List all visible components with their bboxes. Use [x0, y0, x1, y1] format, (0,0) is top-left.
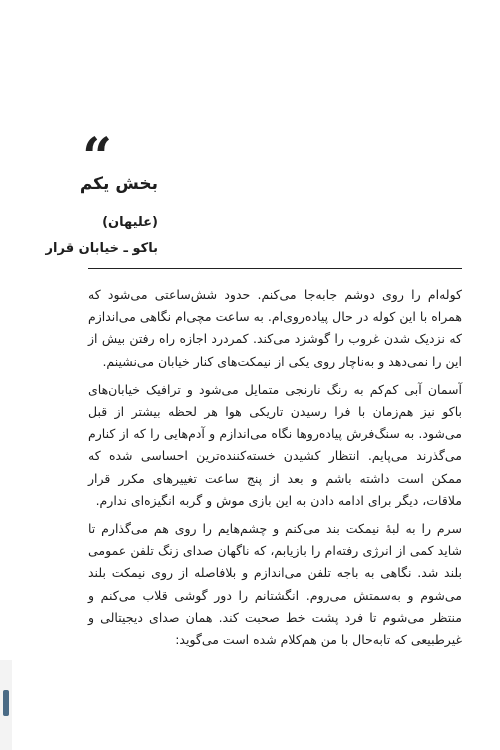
horizontal-rule — [88, 268, 462, 269]
location-label: باکو ـ خیابان قرار — [45, 241, 158, 256]
narrator-label: (علیهان) — [102, 215, 158, 230]
edge-logo-mark — [3, 690, 9, 716]
section-title: بخش یکم — [79, 174, 158, 194]
paragraph-3: سرم را به لبهٔ نیمکت بند می‌کنم و چشم‌هایم را روی هم می‌گذارم تا شاید کمی از انرژی رفته‌ام را بازیابم، که ناگهان صدای زنگ تلفن عمومی بلند شد. نگاهی به باجه تلفن می‌اندازم و بلافاصله از روی نیمکت بلند می‌شوم و به‌سمتش می‌روم. انگشتانم را دور گوشی قلاب می‌کنم و منتظر می‌شوم تا فرد پشت خط صحبت کند. همان صدای دیجیتالی و غیرطبیعی که تابه‌حال با من هم‌کلام شده است می‌گوید: — [88, 521, 462, 648]
paragraph-1: کوله‌ام را روی دوشم جابه‌جا می‌کنم. حدود شش‌ساعتی می‌شود که همراه با این کوله در حال پیاده‌روی‌ام. به ساعت مچی‌ام نگاهی می‌اندازم که نزدیک شدن غروب را گوشزد می‌کند. کمردرد اجازه راه رفتن بیش از این را نمی‌دهد و به‌ناچار روی یکی از نیمکت‌های کنار خیابان می‌نشینم. — [88, 287, 462, 369]
paragraph-2: آسمان آبی کم‌کم به رنگ نارنجی متمایل می‌شود و ترافیک خیابان‌های باکو نیز هم‌زمان با فرا رسیدن تاریکی هوا هر لحظه بیشتر از قبل می‌شود. به سنگ‌فرش پیاده‌روها نگاه می‌اندازم و آدم‌هایی را که از کنارم می‌گذرند می‌پایم. انتظار کشیدن خسته‌کننده‌ترین احساسی شده که ممکن است داشته باشم و بعد از پنج ساعت تغییرهای مکرر قرار ملاقات، دیگر برای ادامه دادن به این بازی موش و گربه انگیزه‌ای ندارم. — [88, 381, 462, 508]
quotation-mark-ornament: “ — [82, 127, 112, 188]
body-text — [88, 284, 462, 657]
